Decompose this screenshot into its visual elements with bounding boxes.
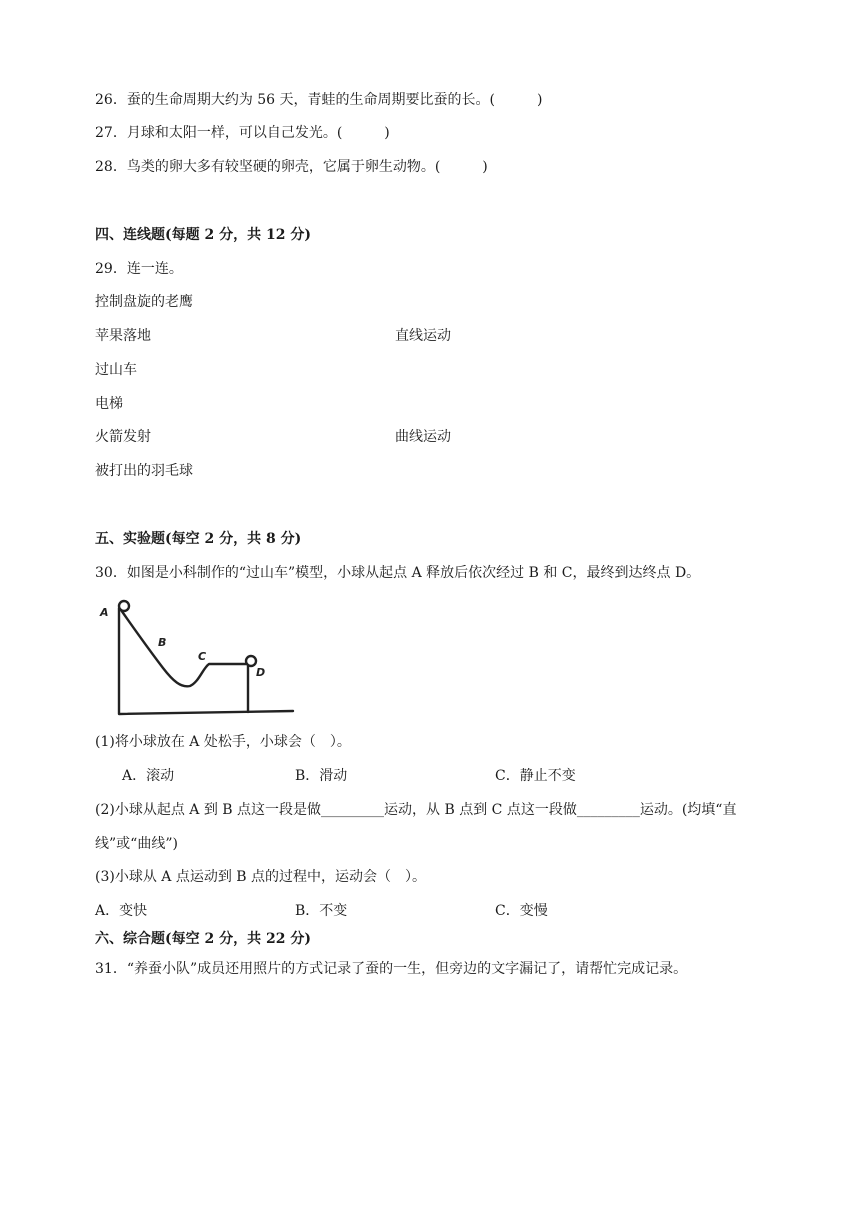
question-27 xyxy=(95,123,390,143)
option-b: B．不变 xyxy=(295,903,348,919)
question-30-1: (1)将小球放在 A 处松手，小球会（ ）。 xyxy=(95,734,351,750)
question-number: 27． xyxy=(95,125,127,141)
roller-coaster-figure xyxy=(95,596,305,720)
question-text: 鸟类的卵大多有较坚硬的卵壳，它属于卵生动物。( ) xyxy=(126,159,488,175)
question-26 xyxy=(95,90,542,110)
section-4-title: 四、连线题(每题 2 分，共 12 分) xyxy=(95,227,311,243)
label-b: B xyxy=(158,636,167,649)
match-left-item: 苹果落地 xyxy=(95,328,151,344)
track-path xyxy=(121,610,247,686)
match-right-item: 直线运动 xyxy=(395,328,451,344)
ball-end xyxy=(246,656,256,666)
match-left-item: 被打出的羽毛球 xyxy=(95,463,193,479)
question-30: 30．如图是小科制作的“过山车”模型，小球从起点 A 释放后依次经过 B 和 C，最终到达终点 D。 xyxy=(95,565,701,581)
option-c: C．静止不变 xyxy=(495,768,576,784)
section-5-title: 五、实验题(每空 2 分，共 8 分) xyxy=(95,531,302,547)
option-a: A．滚动 xyxy=(122,768,175,784)
ball-start xyxy=(119,601,129,611)
option-a: A．变快 xyxy=(95,903,148,919)
match-left-item: 火箭发射 xyxy=(95,429,151,445)
section-6-title: 六、综合题(每空 2 分，共 22 分) xyxy=(95,931,311,947)
question-31: 31．“养蚕小队”成员还用照片的方式记录了蚕的一生，但旁边的文字漏记了，请帮忙完成记录。 xyxy=(95,961,688,977)
label-c: C xyxy=(198,650,207,663)
match-right-item: 曲线运动 xyxy=(395,429,451,445)
question-30-2-cont: 线”或“曲线”) xyxy=(95,836,178,852)
question-number: 26． xyxy=(95,92,127,108)
match-row xyxy=(95,427,451,447)
match-left-item: 过山车 xyxy=(95,362,137,378)
label-d: D xyxy=(256,666,266,679)
question-28 xyxy=(95,157,488,177)
option-c: C．变慢 xyxy=(495,903,548,919)
question-text: 蚕的生命周期大约为 56 天，青蛙的生命周期要比蚕的长。( ) xyxy=(126,92,543,108)
question-text: 月球和太阳一样，可以自己发光。( ) xyxy=(126,125,390,141)
question-30-2: (2)小球从起点 A 到 B 点这一段是做_________运动，从 B 点到 C 点这一段做_________运动。(均填“直 xyxy=(95,802,737,818)
label-a: A xyxy=(100,606,109,619)
option-b: B．滑动 xyxy=(295,768,348,784)
match-left-item: 控制盘旋的老鹰 xyxy=(95,294,193,310)
question-29: 29．连一连。 xyxy=(95,261,183,277)
match-left-item: 电梯 xyxy=(95,396,123,412)
match-row xyxy=(95,326,451,346)
question-30-3: (3)小球从 A 点运动到 B 点的过程中，运动会（ ）。 xyxy=(95,869,427,885)
question-number: 28． xyxy=(95,159,127,175)
